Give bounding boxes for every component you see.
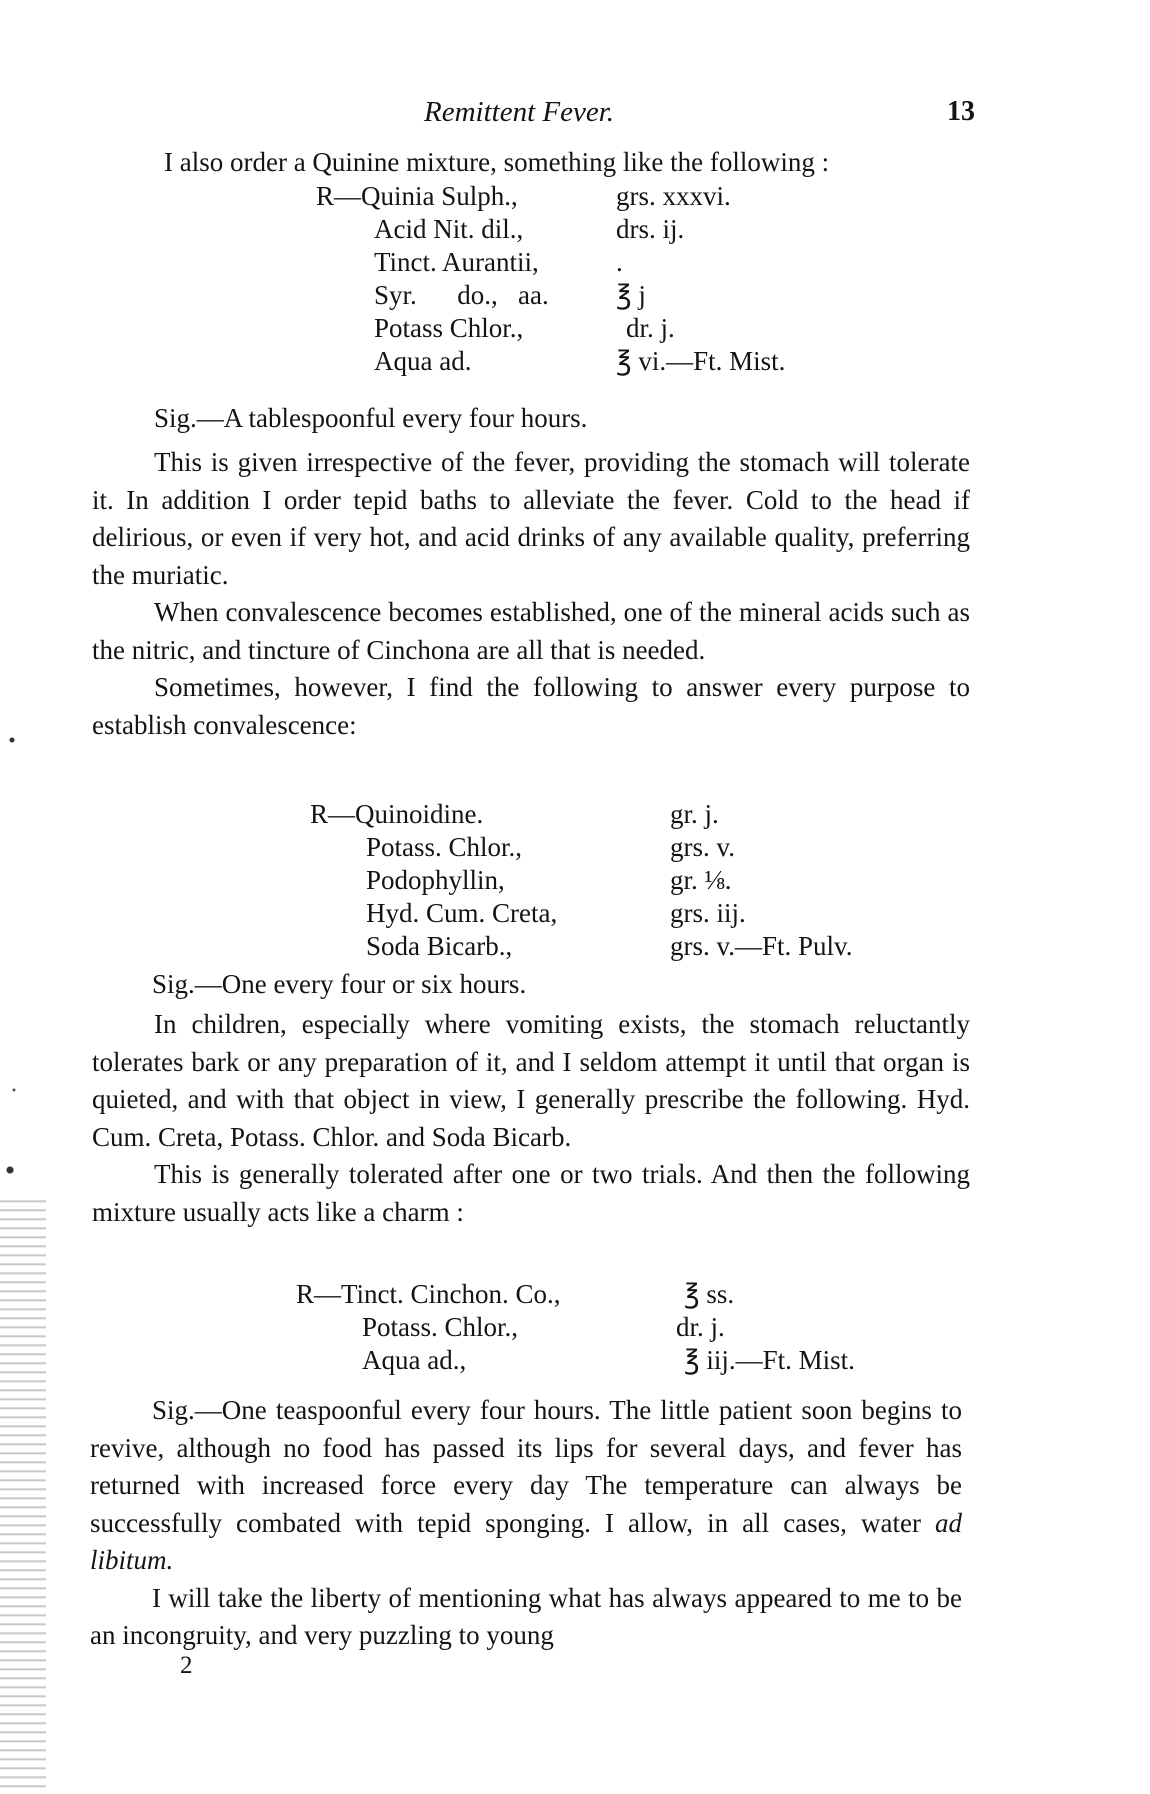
paragraph: Sometimes, however, I find the following to answer every purpose to establish convalescence: xyxy=(92,672,970,740)
paragraph xyxy=(90,1580,962,1655)
rx-row xyxy=(310,930,950,963)
page-number: 13 xyxy=(947,96,975,127)
paragraph: When convalescence becomes established, one of the mineral acids such as the nitric, and tincture of Cinchona are all that is needed. xyxy=(92,597,970,665)
rx-ingredient: Syr. do., aa. xyxy=(374,280,549,310)
intro-block xyxy=(92,144,970,182)
body-text-a xyxy=(92,444,970,744)
prescription-convalescence-powder xyxy=(310,798,950,963)
rx-ingredient: Tinct. Aurantii, xyxy=(374,247,539,277)
sig-line: Sig.—A tablespoonful every four hours. xyxy=(154,403,588,433)
running-header xyxy=(0,96,1150,136)
paragraph: This is given irrespective of the fever, providing the stomach will tolerate it. In addition I order tepid baths to alleviate the fever. Cold to the head if delirious, or even if very hot, and acid drinks of any available quality, preferring the muriatic. xyxy=(92,447,970,590)
rx-dose: ℥ vi.—Ft. Mist. xyxy=(616,346,786,376)
rx-dose: grs. v.—Ft. Pulv. xyxy=(670,931,853,961)
rx-ingredient: Aqua ad. xyxy=(374,346,472,376)
rx-dose: ℥ j xyxy=(616,280,646,310)
rx-ingredient: Hyd. Cum. Creta, xyxy=(366,898,558,928)
rx-dose: . xyxy=(616,247,623,277)
rx-row xyxy=(296,1344,936,1377)
rx-row xyxy=(316,180,916,213)
rx-row xyxy=(296,1311,936,1344)
rx-dose: grs. iij. xyxy=(670,898,746,928)
rx-ingredient: R—Quinia Sulph., xyxy=(316,181,518,211)
rx-ingredient: Soda Bicarb., xyxy=(366,931,513,961)
rx-row xyxy=(316,246,916,279)
rx-row xyxy=(310,897,950,930)
rx-ingredient: Podophyllin, xyxy=(366,865,505,895)
rx-row xyxy=(316,213,916,246)
rx-ingredient: Potass. Chlor., xyxy=(366,832,523,862)
rx-row xyxy=(310,798,950,831)
rx-dose: gr. ⅛. xyxy=(670,865,732,895)
paragraph: This is generally tolerated after one or two trials. And then the following mixture usually acts like a charm : xyxy=(92,1159,970,1227)
rx-row xyxy=(316,312,916,345)
paragraph: In children, especially where vomiting exists, the stomach reluctantly tolerates bark or any preparation of it, and I seldom attempt it until that organ is quieted, and with that object in view, I generally prescribe the following. Hyd. Cum. Creta, Potass. Chlor. and Soda Bicarb. xyxy=(92,1009,970,1152)
prescription-quinine-mixture xyxy=(316,180,916,378)
rx-row xyxy=(310,831,950,864)
rx-row xyxy=(296,1278,936,1311)
rx-dose: ℥ iij.—Ft. Mist. xyxy=(684,1345,855,1375)
paragraph xyxy=(90,1392,962,1580)
prescription-cinchona-mixture xyxy=(296,1278,936,1377)
rx-ingredient: R—Tinct. Cinchon. Co., xyxy=(296,1279,561,1309)
rx-dose: drs. ij. xyxy=(616,214,685,244)
binding-strip xyxy=(0,1194,46,1794)
rx-dose: grs. xxxvi. xyxy=(616,181,731,211)
running-title: Remittent Fever. xyxy=(424,96,615,128)
rx-dose: dr. j. xyxy=(626,313,675,343)
rx-ingredient: Aqua ad., xyxy=(362,1345,467,1375)
signature-mark: 2 xyxy=(180,1652,193,1679)
body-text-c xyxy=(90,1392,962,1655)
rx-ingredient: Potass Chlor., xyxy=(374,313,524,343)
sig-line: Sig.—One every four or six hours. xyxy=(152,969,527,999)
rx-dose: ℥ ss. xyxy=(684,1279,735,1309)
rx-row xyxy=(310,864,950,897)
rx-row xyxy=(316,279,916,312)
rx-row xyxy=(316,345,916,378)
rx-dose: gr. j. xyxy=(670,799,719,829)
body-text-b xyxy=(92,1006,970,1231)
rx-dose: grs. v. xyxy=(670,832,735,862)
rx-ingredient: Acid Nit. dil., xyxy=(374,214,524,244)
rx-ingredient: R—Quinoidine. xyxy=(310,799,484,829)
intro-line: I also order a Quinine mixture, something like the following : xyxy=(164,147,830,177)
rx-ingredient: Potass. Chlor., xyxy=(362,1312,519,1342)
rx-dose: dr. j. xyxy=(676,1312,725,1342)
paragraph-text: Sig.—One teaspoonful every four hours. The little patient soon begins to revive, although no food has passed its lips for several days, and fever has returned with increased force every day The temperature can always be successfully combated with tepid sponging. I allow, in all cases, water xyxy=(90,1395,962,1538)
italic-phrase: ad libitum. xyxy=(90,1507,962,1575)
paragraph-text: I will take the liberty of mentioning what has always appeared to me to be an incongruity, and very puzzling to young xyxy=(90,1582,962,1650)
